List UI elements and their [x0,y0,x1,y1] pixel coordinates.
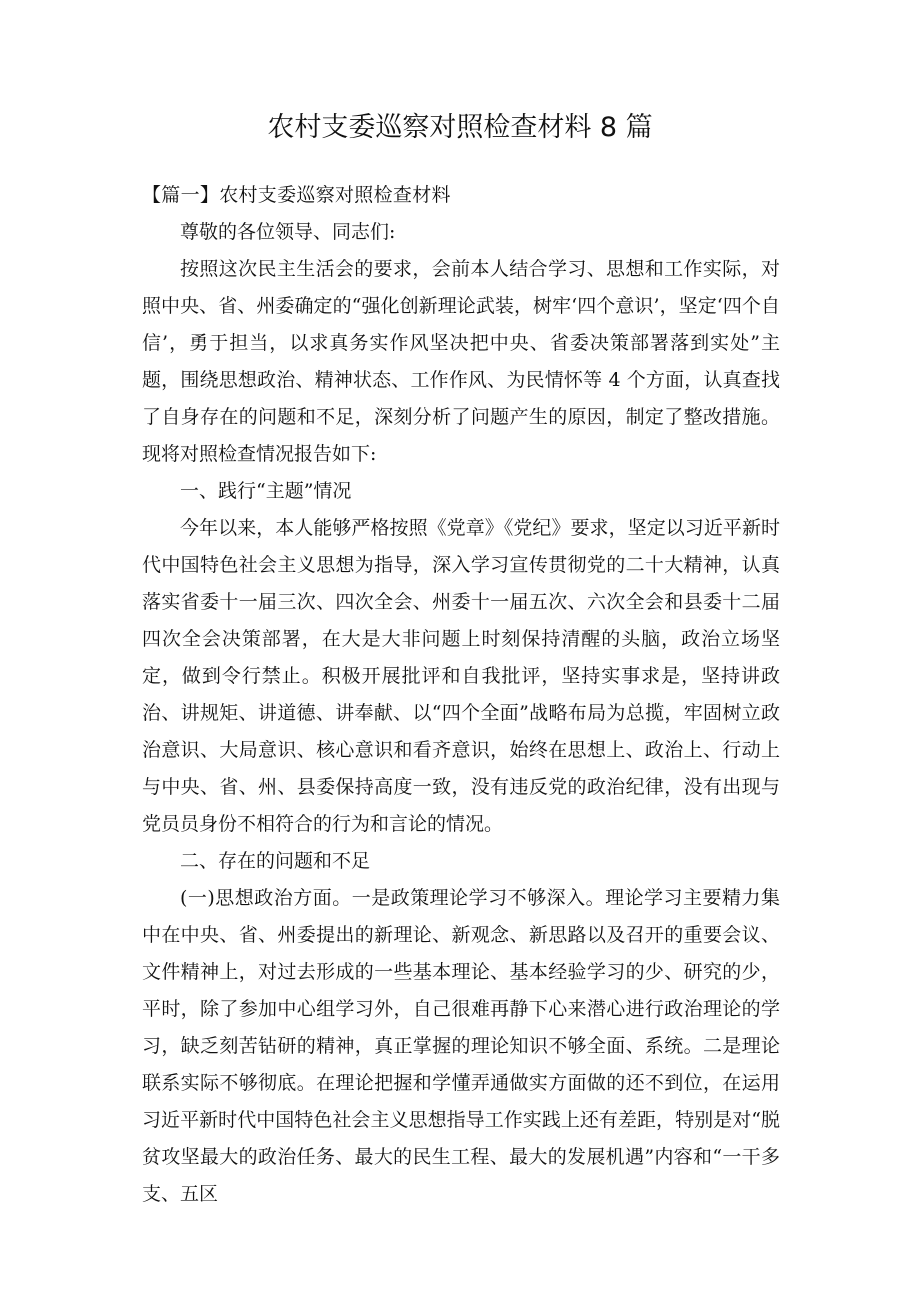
section-heading: 【篇一】农村支委巡察对照检查材料 [142,184,451,206]
document-body [142,177,780,1213]
heading-practice-theme: 一、践行“主题”情况 [180,480,352,502]
heading-problems: 二、存在的问题和不足 [180,850,371,872]
salutation: 尊敬的各位领导、同志们: [180,221,396,243]
document-title: 农村支委巡察对照检查材料 8 篇 [267,112,653,143]
intro-paragraph: 按照这次民主生活会的要求，会前本人结合学习、思想和工作实际，对照中央、省、州委确定的“强化创新理论武装，树牢‘四个意识’，坚定‘四个自信’，勇于担当，以求真务实作风坚决把中央、省委决策部署落到实处”主题，围绕思想政治、精神状态、工作作风、为民情怀等 4 个方面，认真查找了自身存在的问题和不足，深刻分析了问题产生的原因，制定了整改措施。现将对照检查情况报告如下: [142,258,780,465]
problems-paragraph: (一)思想政治方面。一是政策理论学习不够深入。理论学习主要精力集中在中央、省、州委提出的新理论、新观念、新思路以及召开的重要会议、文件精神上，对过去形成的一些基本理论、基本经验学习的少、研究的少，平时，除了参加中心组学习外，自己很难再静下心来潜心进行政治理论的学习，缺乏刻苦钻研的精神，真正掌握的理论知识不够全面、系统。二是理论联系实际不够彻底。在理论把握和学懂弄通做实方面做的还不到位，在运用习近平新时代中国特色社会主义思想指导工作实践上还有差距，特别是对“脱贫攻坚最大的政治任务、最大的民生工程、最大的发展机遇”内容和“一干多支、五区 [142,887,780,1205]
practice-paragraph: 今年以来，本人能够严格按照《党章》《党纪》要求，坚定以习近平新时代中国特色社会主义思想为指导，深入学习宣传贯彻党的二十大精神，认真落实省委十一届三次、四次全会、州委十一届五次、六次全会和县委十二届四次全会决策部署，在大是大非问题上时刻保持清醒的头脑，政治立场坚定，做到令行禁止。积极开展批评和自我批评，坚持实事求是，坚持讲政治、讲规矩、讲道德、讲奉献、以“四个全面”战略布局为总揽，牢固树立政治意识、大局意识、核心意识和看齐意识，始终在思想上、政治上、行动上与中央、省、州、县委保持高度一致，没有违反党的政治纪律，没有出现与党员员身份不相符合的行为和言论的情况。 [142,517,780,835]
